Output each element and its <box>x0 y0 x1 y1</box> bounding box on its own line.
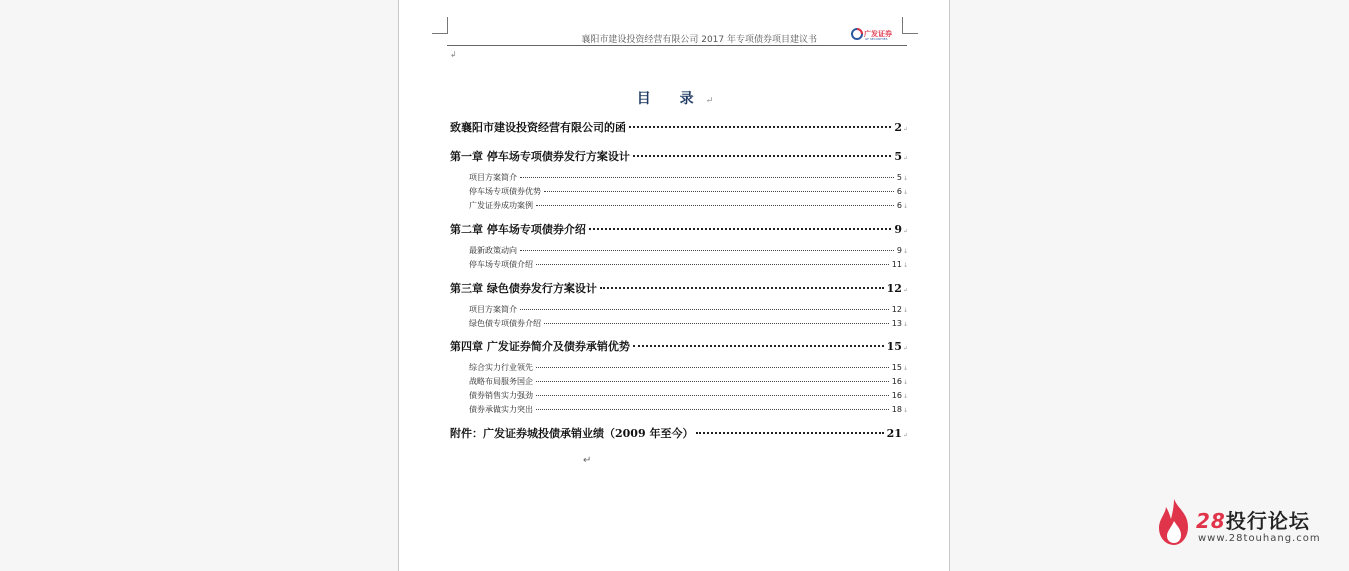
toc-entry-chapter[interactable] <box>450 338 908 354</box>
toc-page-number: 12 <box>891 305 902 314</box>
toc-leader-dots <box>696 432 883 434</box>
header-rule <box>447 45 907 46</box>
toc-entry-label: 广发证券成功案例 <box>469 201 533 210</box>
toc-page-number: 9 <box>896 246 902 255</box>
toc-leader-dots <box>544 323 889 324</box>
toc-entry-section[interactable] <box>469 362 908 373</box>
toc-entry-section[interactable] <box>469 304 908 315</box>
toc-entry-chapter[interactable] <box>450 425 908 441</box>
paragraph-mark-icon: ↓ <box>902 365 908 372</box>
toc-entry-label: 绿色债专项债券介绍 <box>469 319 541 328</box>
toc-page-number: 16 <box>891 391 902 400</box>
toc-title <box>399 88 951 108</box>
toc-leader-dots <box>589 228 891 230</box>
paragraph-mark-icon: ↵ <box>902 345 908 352</box>
toc-entry-section[interactable] <box>469 200 908 211</box>
crop-mark <box>447 17 448 34</box>
toc-entry-section[interactable] <box>469 172 908 183</box>
paragraph-mark-icon: ↓ <box>902 248 908 255</box>
toc-page-number: 11 <box>891 260 902 269</box>
toc-entry-label: 第一章 停车场专项债券发行方案设计 <box>450 150 630 163</box>
toc-entry-label: 停车场专项债介绍 <box>469 260 533 269</box>
paragraph-mark-icon: ↓ <box>902 379 908 386</box>
paragraph-mark-icon: ↓ <box>902 262 908 269</box>
toc-page-number: 6 <box>896 201 902 210</box>
toc-page-number: 16 <box>891 377 902 386</box>
toc-page-number: 5 <box>894 150 902 163</box>
company-logo <box>851 26 907 40</box>
paragraph-mark-icon: ↓ <box>902 321 908 328</box>
toc-page-number: 9 <box>894 223 902 236</box>
toc-page-number: 12 <box>886 282 902 295</box>
toc-entry-section[interactable] <box>469 376 908 387</box>
toc-leader-dots <box>633 155 891 157</box>
toc-leader-dots <box>536 409 889 410</box>
toc-leader-dots <box>520 250 894 251</box>
page-header: 襄阳市建设投资经营有限公司 2017 年专项债券项目建议书 <box>581 35 817 45</box>
paragraph-mark-icon: ↵ <box>583 455 592 466</box>
toc-page-number: 21 <box>886 427 902 440</box>
toc-page-number: 15 <box>891 363 902 372</box>
toc-entry-section[interactable] <box>469 186 908 197</box>
toc-entry-chapter[interactable] <box>450 148 908 164</box>
toc-entry-section[interactable] <box>469 259 908 270</box>
toc-entry-chapter[interactable] <box>450 119 908 135</box>
paragraph-mark-icon: ↲ <box>450 50 457 59</box>
toc-leader-dots <box>536 395 889 396</box>
toc-leader-dots <box>536 367 889 368</box>
paragraph-mark-icon: ↵ <box>902 126 908 133</box>
toc-entry-label: 附件：广发证券城投债承销业绩（2009 年至今） <box>450 427 694 440</box>
toc-entry-label: 第四章 广发证券简介及债券承销优势 <box>450 340 630 353</box>
toc-leader-dots <box>536 264 889 265</box>
watermark-name <box>1196 505 1310 534</box>
toc-entry-label: 第二章 停车场专项债券介绍 <box>450 223 586 236</box>
watermark-number: 28 <box>1196 509 1226 533</box>
toc-entry-label: 项目方案简介 <box>469 173 517 182</box>
toc-entry-label: 致襄阳市建设投资经营有限公司的函 <box>450 121 626 134</box>
toc-leader-dots <box>600 287 884 289</box>
paragraph-mark-icon: ↓ <box>902 307 908 314</box>
toc-page-number: 15 <box>886 340 902 353</box>
toc-leader-dots <box>520 177 894 178</box>
toc-leader-dots <box>544 191 894 192</box>
toc-entry-label: 最新政策动向 <box>469 246 517 255</box>
toc-leader-dots <box>629 126 891 128</box>
toc-leader-dots <box>633 345 884 347</box>
toc-entry-label: 项目方案简介 <box>469 305 517 314</box>
paragraph-mark-icon: ↓ <box>902 175 908 182</box>
paragraph-mark-icon: ↵ <box>902 155 908 162</box>
toc-entry-chapter[interactable] <box>450 221 908 237</box>
paragraph-mark-icon: ↓ <box>902 189 908 196</box>
toc-entry-section[interactable] <box>469 390 908 401</box>
watermark-title: 投行论坛 <box>1225 509 1310 533</box>
paragraph-mark-icon: ↵ <box>902 228 908 235</box>
toc-page-number: 2 <box>894 121 902 134</box>
flame-logo-icon <box>1154 497 1194 547</box>
toc-leader-dots <box>536 381 889 382</box>
toc-entry-section[interactable] <box>469 318 908 329</box>
watermark <box>1154 497 1329 549</box>
paragraph-mark-icon: ↓ <box>902 407 908 414</box>
toc-entry-section[interactable] <box>469 245 908 256</box>
paragraph-mark-icon: ↵ <box>902 432 908 439</box>
toc-leader-dots <box>520 309 889 310</box>
paragraph-mark-icon: ↓ <box>902 203 908 210</box>
svg-text:广发证券: 广发证券 <box>864 30 892 38</box>
watermark-url: www.28touhang.com <box>1198 533 1321 544</box>
toc-page-number: 13 <box>891 319 902 328</box>
crop-mark <box>432 33 448 34</box>
toc-entry-label: 债券承做实力突出 <box>469 405 533 414</box>
toc-entry-label: 停车场专项债券优势 <box>469 187 541 196</box>
paragraph-mark-icon: ↓ <box>902 393 908 400</box>
toc-entry-label: 综合实力行业领先 <box>469 363 533 372</box>
gf-logo-icon <box>851 27 907 41</box>
toc-title-text: 目 录 <box>636 91 706 107</box>
toc-entry-chapter[interactable] <box>450 280 908 296</box>
toc-entry-label: 债券销售实力强劲 <box>469 391 533 400</box>
svg-text:GF SECURITIES: GF SECURITIES <box>865 37 888 41</box>
document-page <box>398 0 950 571</box>
paragraph-mark-icon: ↵ <box>705 96 714 106</box>
toc-entry-section[interactable] <box>469 404 908 415</box>
paragraph-mark-icon: ↵ <box>902 287 908 294</box>
toc-page-number: 18 <box>891 405 902 414</box>
toc-page-number: 6 <box>896 187 902 196</box>
toc-page-number: 5 <box>896 173 902 182</box>
toc-entry-label: 第三章 绿色债券发行方案设计 <box>450 282 597 295</box>
toc-entry-label: 战略布局服务国企 <box>469 377 533 386</box>
toc-leader-dots <box>536 205 894 206</box>
